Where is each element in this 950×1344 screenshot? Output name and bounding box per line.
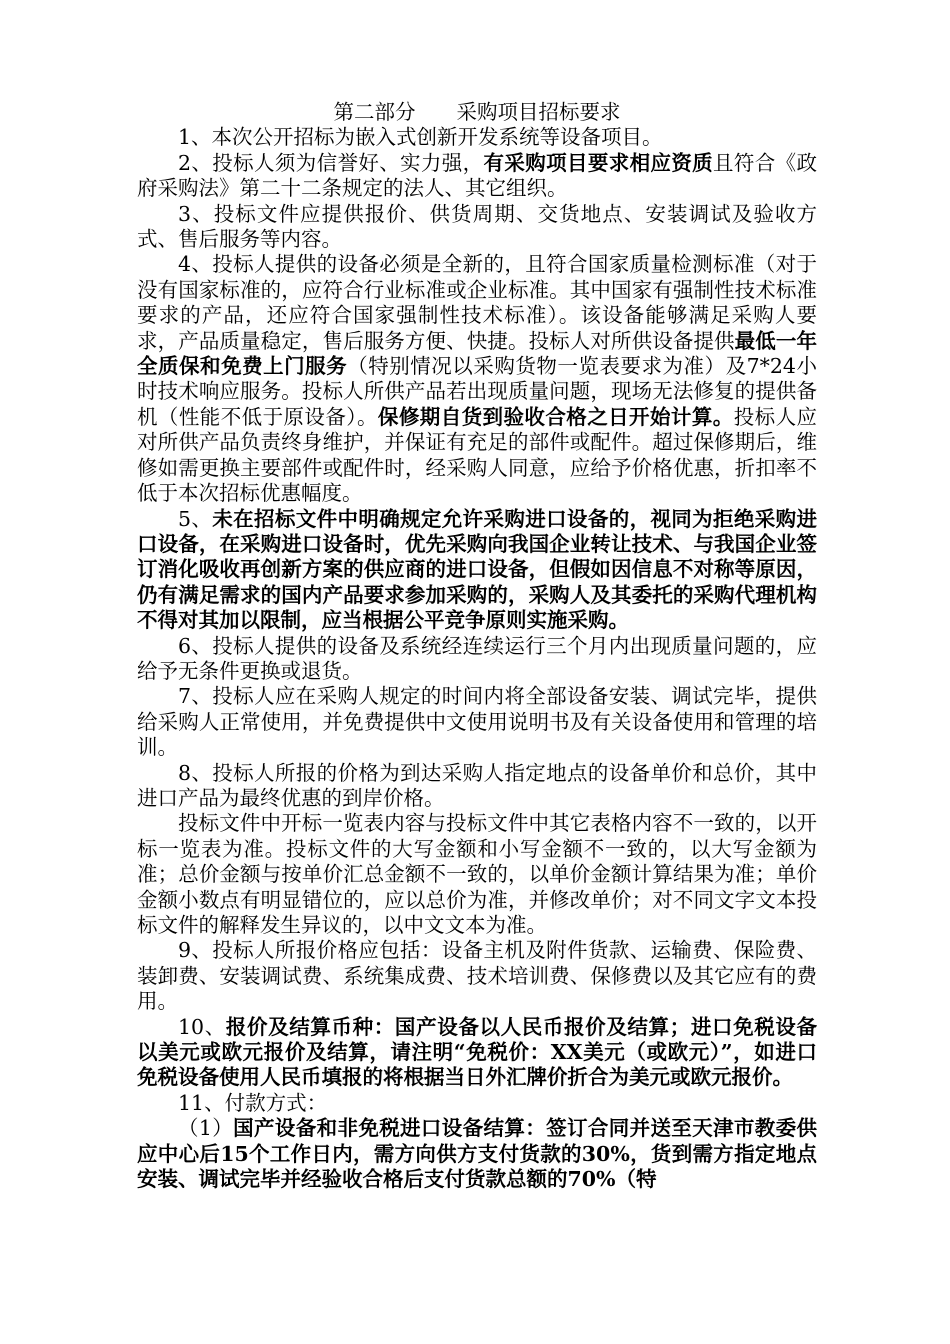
bold-text-run: 未在招标文件中明确规定允许采购进口设备的，视同为拒绝采购进口设备，在采购进口设备时，优先采购向我国企业转让技术、与我国企业签订消化吸收再创新方案的供应商的进口设备，但假如因信息不对称等原因，仍有满足需求的国内产品要求参加采购的，采购人及其委托的采购代理机构不得对其加以限制，应当根据公平竞争原则实施采购。 bbox=[137, 506, 818, 633]
bold-text-run: 最低一年全质保和免费上门服务 bbox=[137, 328, 817, 379]
paragraph-p8b bbox=[137, 811, 817, 938]
paragraph-p3 bbox=[137, 202, 817, 253]
text-run: 11、付款方式： bbox=[178, 1090, 328, 1115]
text-run: 8、投标人所报的价格为到达采购人指定地点的设备单价和总价，其中进口产品为最终优惠的到岸价格。 bbox=[137, 760, 817, 810]
page-title: 第二部分 采购项目招标要求 bbox=[333, 100, 621, 124]
text-run: 6、投标人提供的设备及系统经连续运行三个月内出现质量问题的，应给予无条件更换或退货。 bbox=[137, 633, 817, 683]
text-run: 3、投标文件应提供报价、供货周期、交货地点、安装调试及验收方式、售后服务等内容。 bbox=[137, 201, 817, 252]
text-run: 7、投标人应在采购人规定的时间内将全部设备安装、调试完毕，提供给采购人正常使用，并免费提供中文使用说明书及有关设备使用和管理的培训。 bbox=[137, 684, 817, 760]
bold-text-run: 有采购项目要求相应资质 bbox=[483, 150, 714, 175]
bold-text-run: 报价及结算币种：国产设备以人民币报价及结算；进口免税设备以美元或欧元报价及结算，请注明“免税价：XX美元（或欧元）”，如进口免税设备使用人民币填报的将根据当日外汇牌价折合为美元或欧元报价。 bbox=[137, 1014, 817, 1090]
text-run: 10、 bbox=[178, 1014, 226, 1039]
text-run: 2、投标人须为信誉好、实力强， bbox=[178, 150, 484, 175]
text-run: （1） bbox=[178, 1116, 234, 1141]
text-run: 9、投标人所报价格应包括：设备主机及附件货款、运输费、保险费、装卸费、安装调试费、系统集成费、技术培训费、保修费以及其它应有的费用。 bbox=[137, 938, 817, 1014]
paragraph-p9 bbox=[137, 938, 817, 1014]
paragraph-p6 bbox=[137, 634, 817, 685]
paragraph-p11a bbox=[137, 1116, 817, 1192]
paragraph-p11 bbox=[137, 1091, 817, 1116]
text-run: 投标文件中开标一览表内容与投标文件中其它表格内容不一致的，以开标一览表为准。投标文件的大写金额和小写金额不一致的，以大写金额为准；总价金额与按单价汇总金额不一致的，以单价金额计算结果为准；单价金额小数点有明显错位的，应以总价为准，并修改单价；对不同文字文本投标文件的解释发生异议的，以中文文本为准。 bbox=[137, 811, 817, 937]
text-run: 投标人应对所供产品负责终身维护，并保证有充足的部件或配件。超过保修期后，维修如需更换主要部件或配件时，经采购人同意，应给予价格优惠，折扣率不低于本次招标优惠幅度。 bbox=[137, 404, 818, 506]
text-run: 4、投标人提供的设备必须是全新的，且符合国家质量检测标准（对于没有国家标准的，应符合行业标准或企业标准。其中国家有强制性技术标准要求的产品，还应符合国家强制性技术标准）。该设备能够满足采购人要求，产品质量稳定，售后服务方便、快捷。投标人对所供设备提供 bbox=[137, 252, 817, 353]
paragraph-list bbox=[137, 125, 817, 1192]
paragraph-p5 bbox=[137, 507, 817, 634]
paragraph-p1 bbox=[137, 125, 817, 150]
text-run: 5、 bbox=[178, 506, 213, 531]
text-run: 1、本次公开招标为嵌入式创新开发系统等设备项目。 bbox=[178, 125, 663, 150]
text-run: （特别情况以采购货物一览表要求为准）及7*24小时技术响应服务。投标人所供产品若出现质量问题，现场无法修复的提供备机（性能不低于原设备）。 bbox=[137, 354, 817, 429]
paragraph-p2 bbox=[137, 151, 817, 202]
paragraph-p4 bbox=[137, 252, 817, 506]
text-run: 且符合《政府采购法》第二十二条规定的法人、其它组织。 bbox=[137, 150, 818, 201]
paragraph-p8 bbox=[137, 761, 817, 812]
paragraph-p10 bbox=[137, 1015, 817, 1091]
paragraph-p7 bbox=[137, 684, 817, 760]
document-body bbox=[137, 100, 817, 1192]
bold-text-run: 保修期自货到验收合格之日开始计算。 bbox=[377, 404, 734, 429]
bold-text-run: 国产设备和非免税进口设备结算：签订合同并送至天津市教委供应中心后15个工作日内，需方向供方支付货款的30%，货到需方指定地点安装、调试完毕并经验收合格后支付货款总额的70%（特 bbox=[137, 1116, 817, 1192]
